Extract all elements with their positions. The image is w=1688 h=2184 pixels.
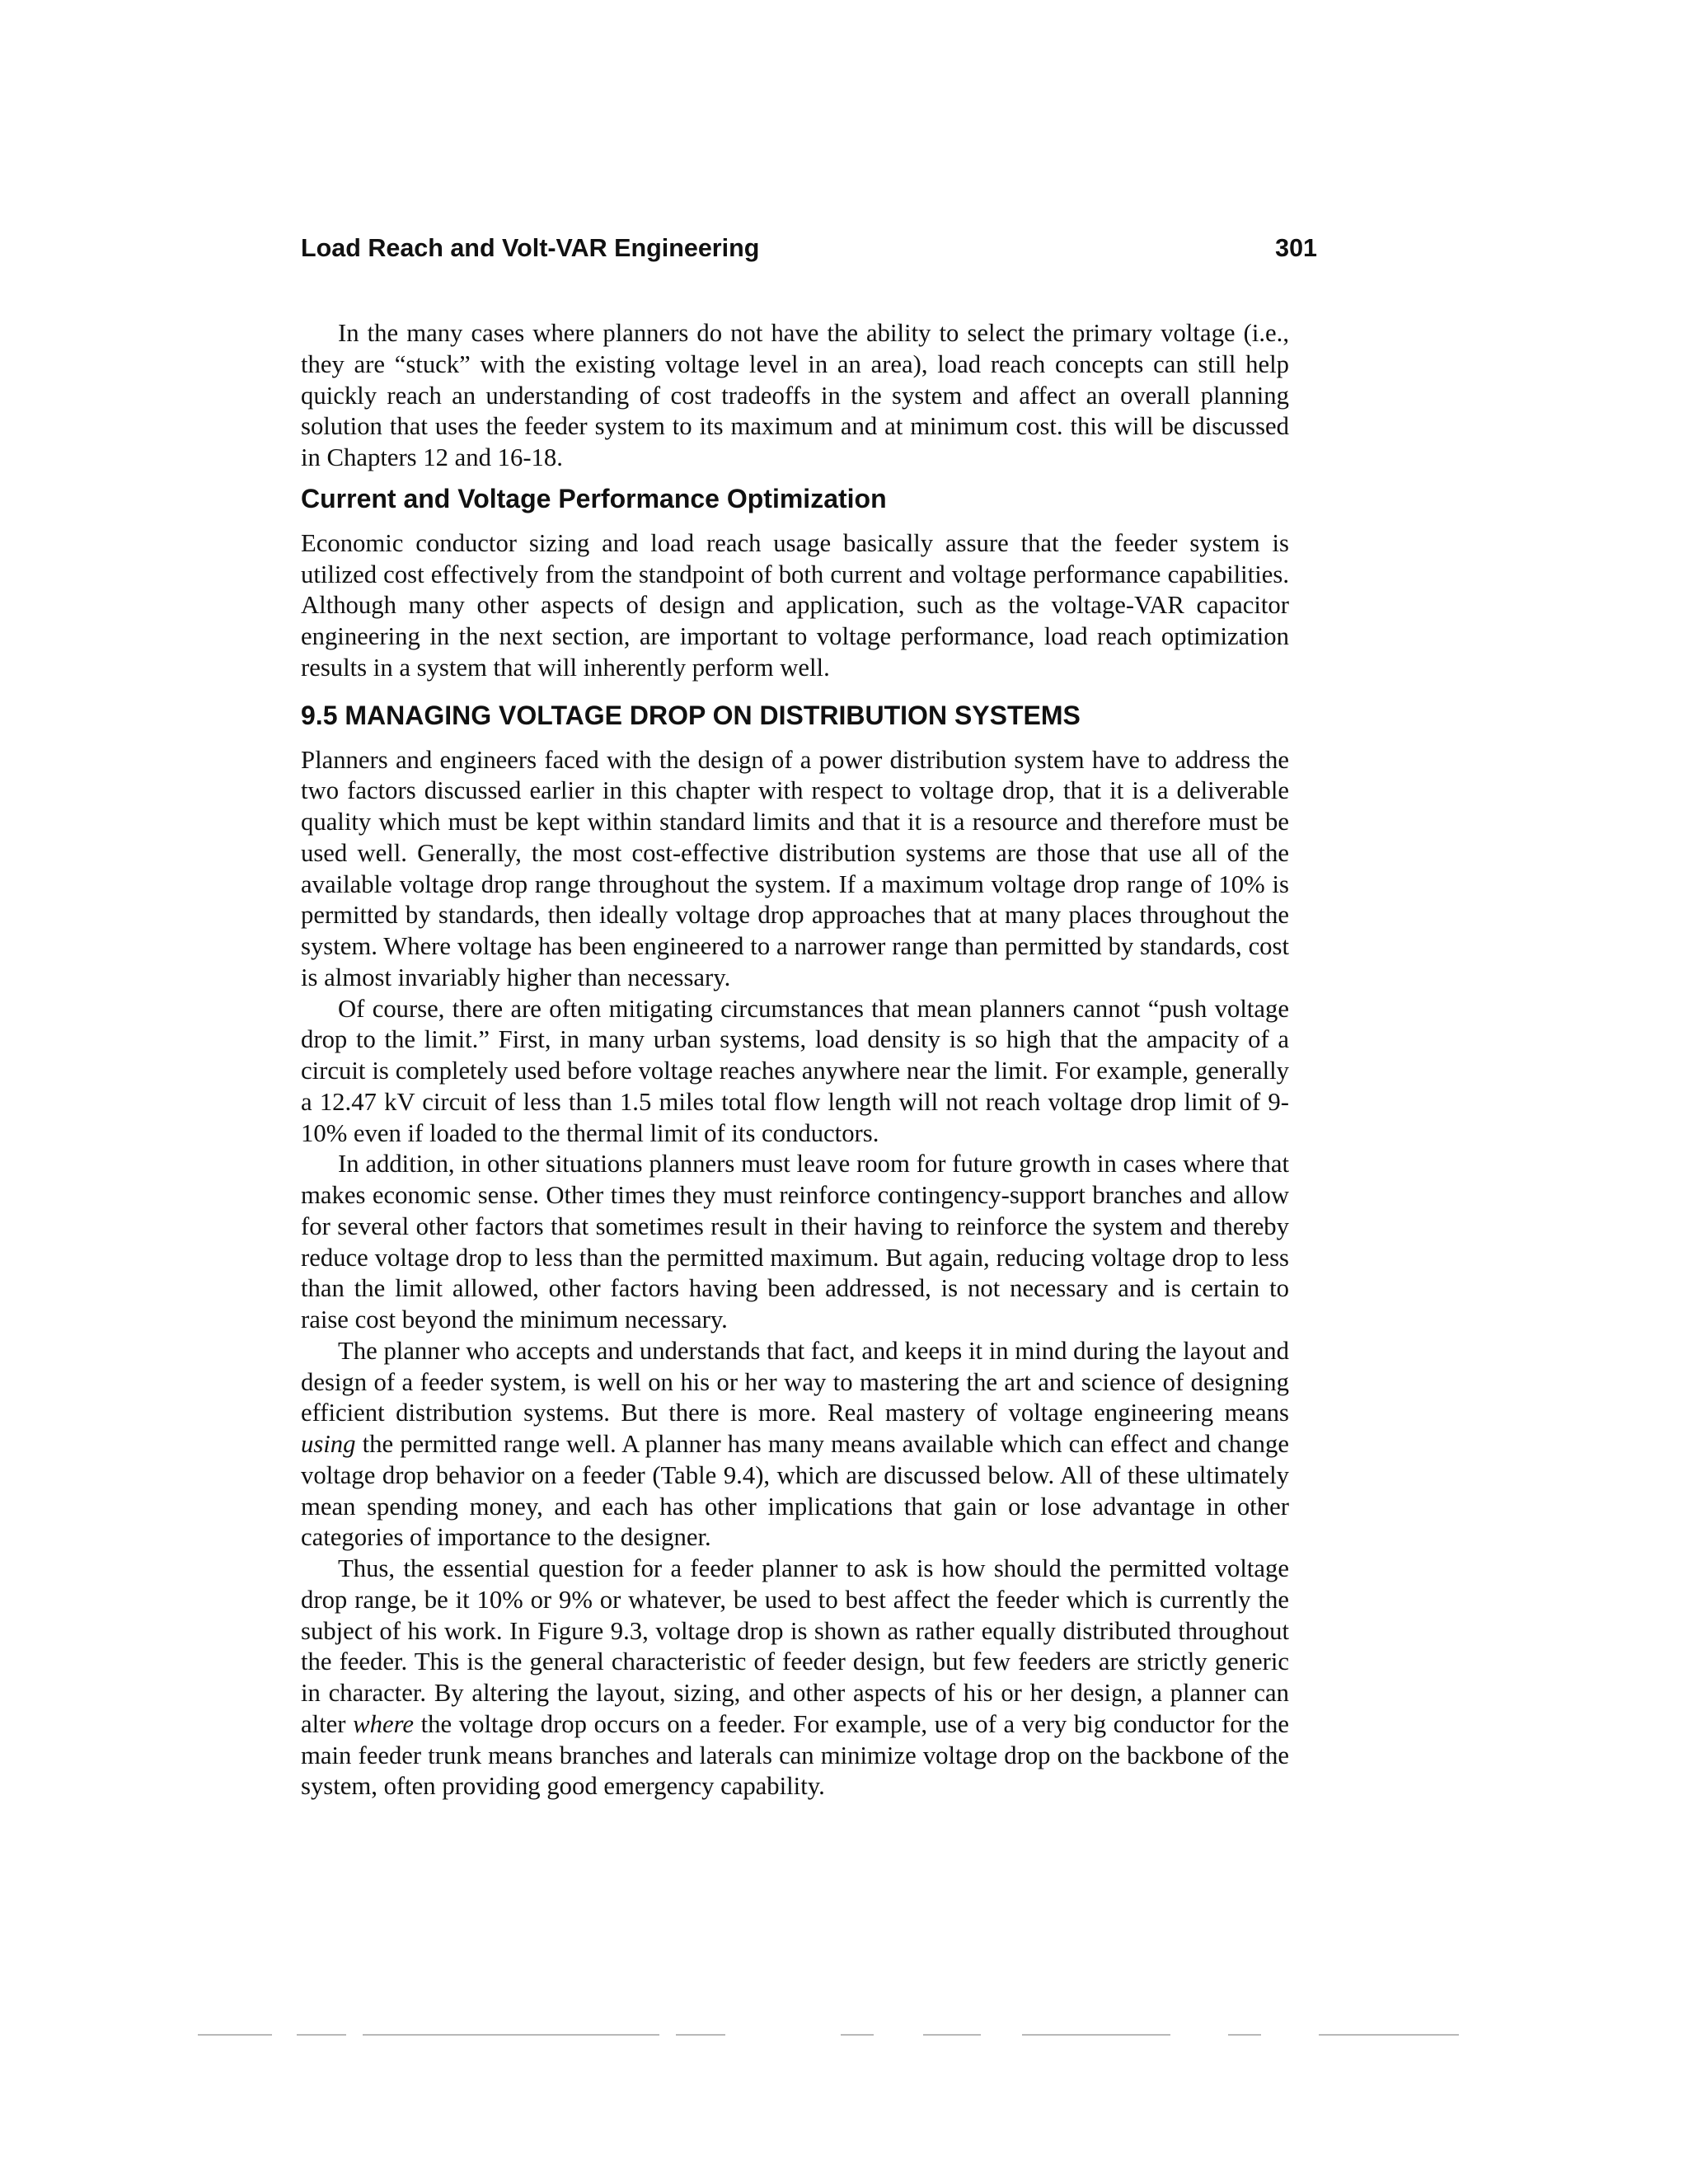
paragraph-4-emphasis: using <box>301 1430 356 1458</box>
paragraph-5-text-b: the voltage drop occurs on a feeder. For example, use of a very big conductor for the main feeder trunk means branches and laterals can minimize voltage drop on the backbone of the system, often providing good emergency capability. <box>301 1709 1290 1801</box>
paragraph-5-emphasis: where <box>353 1709 415 1738</box>
paragraph-5 <box>301 1554 1289 1802</box>
paragraph-4-text-b: the permitted range well. A planner has many means available which can effect and change voltage drop behavior on a feeder (Table 9.4), which are discussed below. All of these ultimately mean spending money, and each has other implications that gain or lose advantage in other categories of importance to the designer. <box>301 1430 1289 1552</box>
page-body <box>301 318 1289 1802</box>
paragraph-2: Of course, there are often mitigating circumstances that mean planners cannot “push voltage drop to the limit.” First, in many urban systems, load density is so high that the ampacity of a circuit is completely used before voltage reaches anywhere near the limit. For example, generally a 12.47 kV circuit of less than 1.5 miles total flow length will not reach voltage drop limit of 9-10% even if loaded to the thermal limit of its conductors. <box>301 994 1289 1147</box>
paragraph-1: Planners and engineers faced with the design of a power distribution system have to address the two factors discussed earlier in this chapter with respect to voltage drop, that it is a deliverable quality which must be kept within standard limits and that it is a resource and therefore must be used well. Generally, the most cost-effective distribution systems are those that use all of the available voltage drop range throughout the system. If a maximum voltage drop range of 10% is permitted by standards, then ideally voltage drop approaches that at many places throughout the system. Where voltage has been engineered to a narrower range than permitted by standards, cost is almost invariably higher than necessary. <box>301 745 1289 991</box>
paragraph-3: In addition, in other situations planners must leave room for future growth in cases where that makes economic sense. Other times they must reinforce contingency-support branches and allow for several other factors that sometimes result in their having to reinforce the system and thereby reduce voltage drop to less than the permitted maximum. But again, reducing voltage drop to less than the limit allowed, other factors having been addressed, is not necessary and is certain to raise cost beyond the minimum necessary. <box>301 1150 1289 1333</box>
section-heading: 9.5 MANAGING VOLTAGE DROP ON DISTRIBUTION SYSTEMS <box>301 700 1081 730</box>
paragraph-intro: In the many cases where planners do not have the ability to select the primary voltage (i.e., they are “stuck” with the existing voltage level in an area), load reach concepts can still help quickly reach an understanding of cost tradeoffs in the system and affect an overall planning solution that uses the feeder system to its maximum and at minimum cost. this will be discussed in Chapters 12 and 16-18. <box>301 319 1289 471</box>
page-number: 301 <box>1275 234 1317 262</box>
paragraph-4-text-a: The planner who accepts and understands that fact, and keeps it in mind during the layout and design of a feeder system, is well on his or her way to mastering the art and science of designing efficient distribution systems. But there is more. Real mastery of voltage engineering means <box>301 1336 1289 1427</box>
paragraph-5-text-a: Thus, the essential question for a feeder planner to ask is how should the permitted voltage drop range, be it 10% or 9% or whatever, be used to best affect the feeder which is currently the subject of his work. In Figure 9.3, voltage drop is shown as rather equally distributed throughout the feeder. This is the general characteristic of feeder design, but few feeders are strictly generic in character. By altering the layout, sizing, and other aspects of his or her design, a planner can alter <box>301 1554 1289 1738</box>
subsection-heading: Current and Voltage Performance Optimization <box>301 483 887 513</box>
paragraph-performance: Economic conductor sizing and load reach usage basically assure that the feeder system is utilized cost effectively from the standpoint of both current and voltage performance capabilities. Although many other aspects of design and application, such as the voltage-VAR capacitor engineering in the next section, are important to voltage performance, load reach optimization results in a system that will inherently perform well. <box>301 528 1289 682</box>
scan-artifact-line <box>198 2034 1459 2039</box>
paragraph-4 <box>301 1336 1289 1554</box>
running-head-title: Load Reach and Volt-VAR Engineering <box>301 234 760 262</box>
running-head <box>301 234 1317 267</box>
